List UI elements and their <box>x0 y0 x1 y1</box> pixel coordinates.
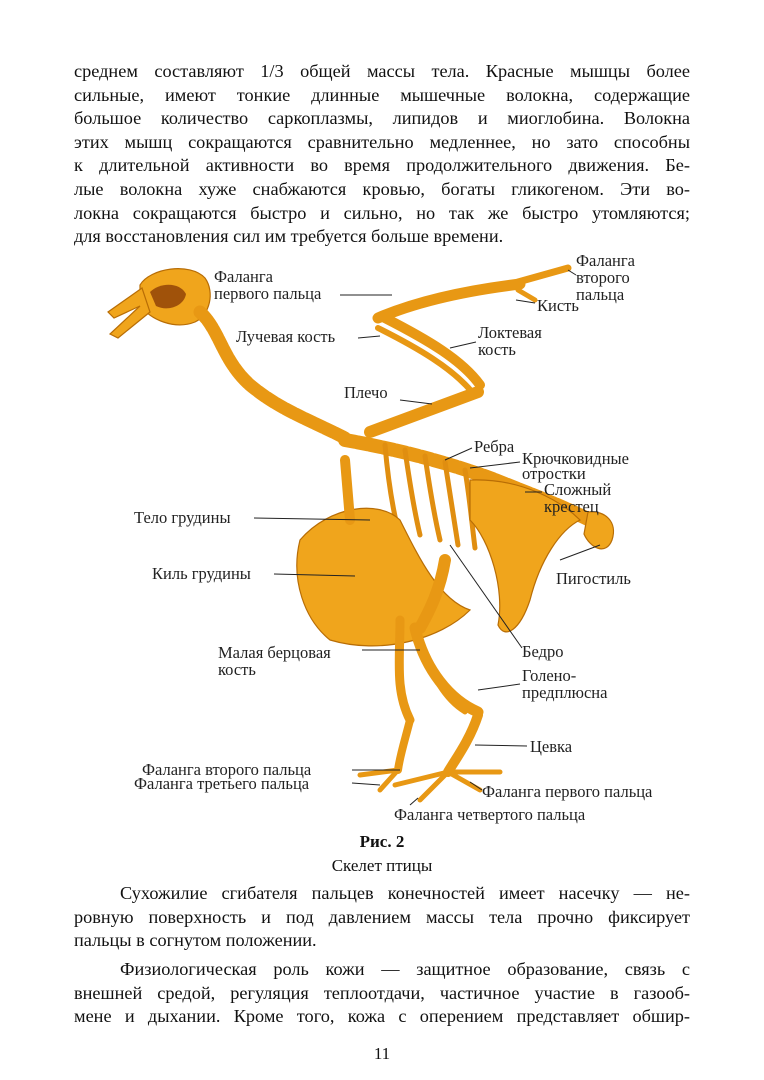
text-line: локна сокращаются быстро и сильно, но так же быстро утомляются; <box>74 202 690 223</box>
label-tibiotarsus-2: предплюсна <box>522 683 608 702</box>
paragraph-tendon <box>74 882 690 953</box>
label-toe-second: Фаланга второго пальца <box>142 760 312 779</box>
beak <box>108 288 150 338</box>
text-line: ровную поверхность и под давлением массы тела прочно фиксирует <box>74 906 690 927</box>
label-synsacrum-2: крестец <box>544 497 599 516</box>
pygostyle-bone <box>584 512 613 549</box>
label-phalanx-second-3: пальца <box>576 285 625 304</box>
label-fibula-2: кость <box>218 660 256 679</box>
text-line: внешней средой, регуляция теплоотдачи, частичное участие в газооб- <box>74 982 690 1003</box>
page-number: 11 <box>373 1044 391 1063</box>
label-ulna-2: кость <box>478 340 516 359</box>
label-toe-first: Фаланга первого пальца <box>482 782 653 801</box>
label-ulna-1: Локтевая <box>478 323 542 342</box>
text-line: к длительной активности во время продолжительного движения. Бе- <box>74 155 690 176</box>
label-sternum-body: Тело грудины <box>134 508 231 527</box>
label-pygostyle: Пигостиль <box>556 569 631 588</box>
text-line: лые волокна хуже снабжаются кровью, богаты гликогеном. Эти во- <box>74 178 690 199</box>
label-hook-1: Крючковидные <box>522 449 629 468</box>
text-line: пальцы в согнутом положении. <box>74 930 317 951</box>
text-line: этих мышц сокращаются сравнительно медленнее, но зато способны <box>74 131 690 152</box>
paragraph-skin <box>74 958 690 1029</box>
label-radius: Лучевая кость <box>236 327 336 346</box>
toes-bones <box>360 770 500 800</box>
tarsometatarsus-bone <box>448 715 478 772</box>
figure-number: Рис. 2 <box>359 832 405 851</box>
text-line: Физиологическая роль кожи — защитное образование, связь с <box>120 959 690 979</box>
label-femur: Бедро <box>522 642 564 661</box>
label-phalanx-first-2: первого пальца <box>214 284 322 303</box>
digit-bone <box>518 268 568 282</box>
label-phalanx-first-1: Фаланга <box>214 267 273 286</box>
label-ribs: Ребра <box>474 437 515 456</box>
label-keel: Киль грудины <box>152 564 251 583</box>
label-tarsometatarsus: Цевка <box>530 737 573 756</box>
label-hook-2: отростки <box>522 464 586 483</box>
label-tibiotarsus-1: Голено- <box>522 666 577 685</box>
label-phalanx-second-1: Фаланга <box>576 251 635 270</box>
figure-caption: Скелет птицы <box>331 856 433 875</box>
label-humerus: Плечо <box>344 383 388 402</box>
label-phalanx-second-2: второго <box>576 268 630 287</box>
text-line: мене и дыхании. Кроме того, кожа с оперением представляет обшир- <box>74 1006 690 1027</box>
label-synsacrum-1: Сложный <box>544 480 612 499</box>
text-line: большое количество саркоплазмы, липидов и миоглобина. Волокна <box>74 108 690 129</box>
text-line: Сухожилие сгибателя пальцев конечностей имеет насечку — не- <box>120 883 690 903</box>
label-toe-fourth: Фаланга четвертого пальца <box>394 805 586 824</box>
hand-bone <box>378 284 520 318</box>
label-fibula-1: Малая берцовая <box>218 643 331 662</box>
text-line: среднем составляют 1/3 общей массы тела. Красные мышцы более <box>74 61 690 81</box>
skeleton-illustration <box>108 268 613 800</box>
text-line: для восстановления сил им требуется больше времени. <box>74 226 504 247</box>
label-hand: Кисть <box>537 296 579 315</box>
ulna-bone <box>385 318 480 385</box>
label-toe-third: Фаланга третьего пальца <box>134 774 310 793</box>
text-line: сильные, имеют тонкие длинные мышечные волокна, содержащие <box>74 84 690 105</box>
